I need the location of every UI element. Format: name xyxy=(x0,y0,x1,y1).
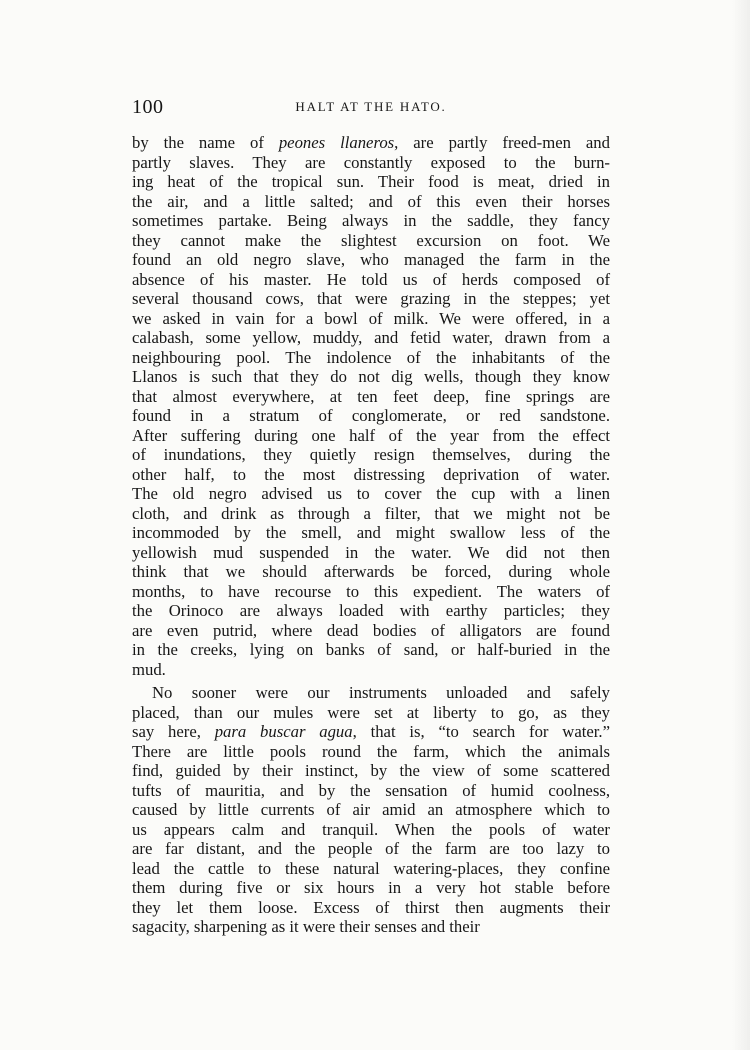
text-line: ing heat of the tropical sun. Their food is meat, dried in xyxy=(132,172,610,191)
page-number: 100 xyxy=(132,96,164,118)
text-line: No sooner were our instruments unloaded and safely xyxy=(152,683,610,702)
paragraph-1 xyxy=(132,133,610,679)
text-line: calabash, some yellow, muddy, and fetid water, drawn from a xyxy=(132,328,610,347)
text-line: that almost everywhere, at ten feet deep, fine springs are xyxy=(132,386,610,406)
running-head: HALT AT THE HATO. xyxy=(295,99,447,114)
text-line: found an old negro slave, who managed the farm in the xyxy=(132,250,610,269)
text-line: several thousand cows, that were grazing in the steppes; yet xyxy=(132,289,610,308)
text-line: found in a stratum of conglomerate, or red sandstone. xyxy=(132,406,610,425)
text-line: us appears calm and tranquil. When the pools of water xyxy=(132,819,610,839)
text-line: placed, than our mules were set at liberty to go, as they xyxy=(132,702,610,722)
text-line: they cannot make the slightest excursion on foot. We xyxy=(132,230,610,250)
scan-edge-shadow xyxy=(732,0,750,1050)
text-line: After suffering during one half of the year from the effect xyxy=(132,425,610,445)
text-line: tufts of mauritia, and by the sensation of humid coolness, xyxy=(132,780,610,800)
text-line: absence of his master. He told us of herds composed of xyxy=(132,269,610,289)
text-line: them during five or six hours in a very hot stable before xyxy=(132,878,610,897)
text-line: say here, para buscar agua, that is, “to search for water.” xyxy=(132,722,610,741)
text-line: sagacity, sharpening as it were their senses and their xyxy=(132,917,480,936)
body-text xyxy=(132,133,610,937)
text-line: in the creeks, lying on banks of sand, or half-buried in the xyxy=(132,640,610,659)
text-line: neighbouring pool. The indolence of the inhabitants of the xyxy=(132,347,610,367)
paragraph-2 xyxy=(132,683,610,937)
text-line: cloth, and drink as through a filter, that we might not be xyxy=(132,503,610,523)
text-line: Llanos is such that they do not dig wells, though they know xyxy=(132,367,610,386)
text-line: lead the cattle to these natural watering-places, they confine xyxy=(132,858,610,878)
text-line: are even putrid, where dead bodies of alligators are found xyxy=(132,620,610,640)
italic-phrase: peones llaneros xyxy=(278,133,395,152)
text-line: by the name of peones llaneros, are partly freed-men and xyxy=(132,133,610,152)
text-line: incommoded by the smell, and might swallow less of the xyxy=(132,523,610,542)
text-line: think that we should afterwards be forced, during whole xyxy=(132,562,610,581)
text-line: the air, and a little salted; and of this even their horses xyxy=(132,191,610,211)
text-line: we asked in vain for a bowl of milk. We were offered, in a xyxy=(132,308,610,328)
italic-phrase: para buscar agua xyxy=(214,722,353,741)
text-line: months, to have recourse to this expedient. The waters of xyxy=(132,581,610,601)
text-line: are far distant, and the people of the farm are too lazy to xyxy=(132,839,610,858)
text-line: they let them loose. Excess of thirst then augments their xyxy=(132,897,610,917)
text-line: yellowish mud suspended in the water. We did not then xyxy=(132,542,610,562)
text-line: the Orinoco are always loaded with earthy particles; they xyxy=(132,601,610,620)
page-header xyxy=(132,96,610,120)
text-line: sometimes partake. Being always in the saddle, they fancy xyxy=(132,211,610,230)
text-line: of inundations, they quietly resign themselves, during the xyxy=(132,445,610,464)
text-line: other half, to the most distressing deprivation of water. xyxy=(132,464,610,484)
text-line: caused by little currents of air amid an atmosphere which to xyxy=(132,800,610,819)
text-line: partly slaves. They are constantly exposed to the burn- xyxy=(132,152,610,172)
text-line: There are little pools round the farm, which the animals xyxy=(132,741,610,761)
text-line: The old negro advised us to cover the cup with a linen xyxy=(132,484,610,503)
text-line: find, guided by their instinct, by the view of some scattered xyxy=(132,761,610,780)
text-line: mud. xyxy=(132,659,166,679)
